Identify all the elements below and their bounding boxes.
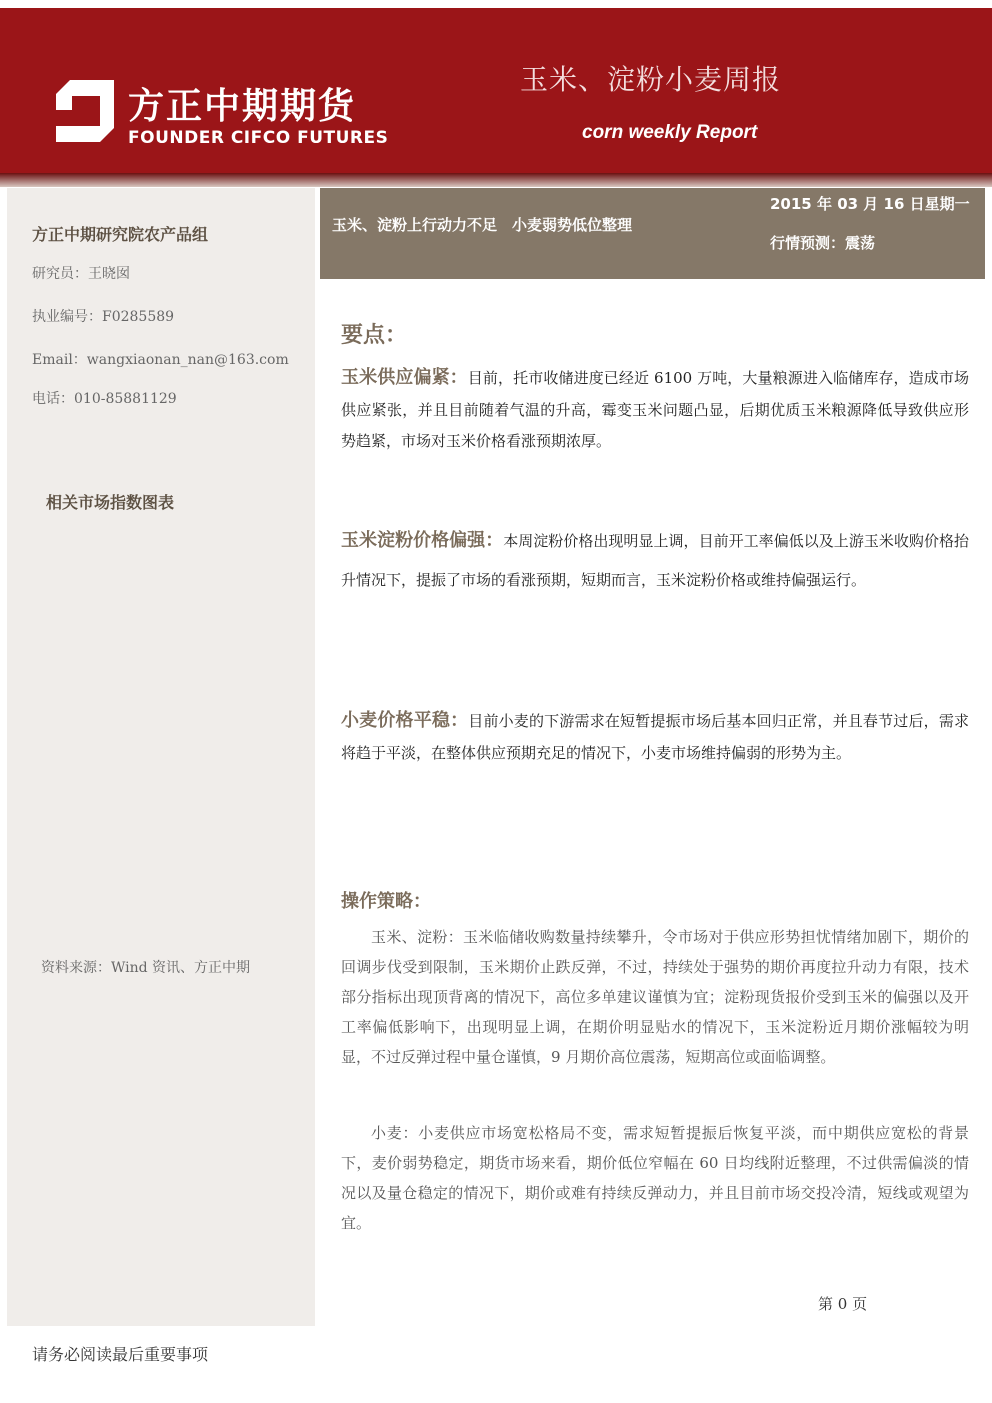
report-title: 玉米、淀粉小麦周报	[520, 63, 782, 96]
key-point-lead: 玉米供应偏紧：	[341, 367, 468, 388]
strategy-corn-starch: 玉米、淀粉：玉米临储收购数量持续攀升，令市场对于供应形势担忧情绪加剧下，期价的回调步伐受到限制，玉米期价止跌反弹，不过，持续处于强势的期价再度拉升动力有限，技术部分指标出现顶背离的情况下，高位多单建议谨慎为宜；淀粉现货报价受到玉米的偏强以及开工率偏低影响下，出现明显上调，在期价明显贴水的情况下，玉米淀粉近月期价涨幅较为明显，不过反弹过程中量仓谨慎，9 月期价高位震荡，短期高位或面临调整。	[341, 928, 969, 1066]
key-points-title: 要点：	[341, 323, 408, 348]
research-group: 方正中期研究院农产品组	[32, 225, 209, 244]
contact-phone: 电话：010-85881129	[32, 391, 177, 407]
key-point-starch-price	[341, 521, 969, 600]
license-number: 执业编号：F0285589	[32, 309, 175, 325]
report-subtitle: corn weekly Report	[582, 122, 758, 143]
strategy-wheat: 小麦：小麦供应市场宽松格局不变，需求短暂提振后恢复平淡，而中期供应宽松的背景下，麦价弱势稳定，期货市场来看，期价低位窄幅在 60 日均线附近整理，不过供需偏淡的情况以及量仓稳定的情况下，期价或难有持续反弹动力，并且目前市场交投冷清，短线或观望为宜。	[341, 1124, 969, 1232]
disclaimer-notice: 请务必阅读最后重要事项	[32, 1345, 209, 1364]
logo-chinese-name: 方正中期期货	[128, 86, 357, 127]
key-point-text: 目前小麦的下游需求在短暂提振市场后基本回归正常，并且春节过后，需求将趋于平淡，在整体供应预期充足的情况下，小麦市场维持偏弱的形势为主。	[341, 712, 969, 762]
contact-email[interactable]: Email：wangxiaonan_nan@163.com	[32, 352, 289, 368]
data-source: 资料来源：Wind 资讯、方正中期	[41, 960, 251, 976]
key-point-wheat-price	[341, 705, 969, 769]
key-point-text: 本周淀粉价格出现明显上调，目前开工率偏低以及上游玉米收购价格抬升情况下，提振了市场的看涨预期，短期而言，玉米淀粉价格或维持偏强运行。	[341, 532, 969, 589]
logo-english-name: FOUNDER CIFCO FUTURES	[128, 128, 389, 148]
researcher-name: 研究员：王晓囡	[32, 266, 130, 282]
header-shadow	[0, 173, 992, 187]
strategy-title: 操作策略：	[341, 891, 431, 912]
banner-headline: 玉米、淀粉上行动力不足 小麦弱势低位整理	[332, 216, 633, 234]
key-point-lead: 小麦价格平稳：	[341, 710, 469, 731]
page-number: 第 0 页	[818, 1295, 868, 1313]
report-date: 2015 年 03 月 16 日星期一	[770, 195, 970, 213]
founder-logo-icon	[56, 80, 114, 142]
market-forecast: 行情预测：震荡	[770, 234, 876, 252]
key-point-text: 目前，托市收储进度已经近 6100 万吨，大量粮源进入临储库存，造成市场供应紧张，并且目前随着气温的升高，霉变玉米问题凸显，后期优质玉米粮源降低导致供应形势趋紧，市场对玉米价格看涨预期浓厚。	[341, 369, 970, 450]
key-point-lead: 玉米淀粉价格偏强：	[341, 530, 504, 551]
key-point-corn-supply	[341, 362, 969, 458]
related-charts-heading: 相关市场指数图表	[46, 493, 175, 512]
